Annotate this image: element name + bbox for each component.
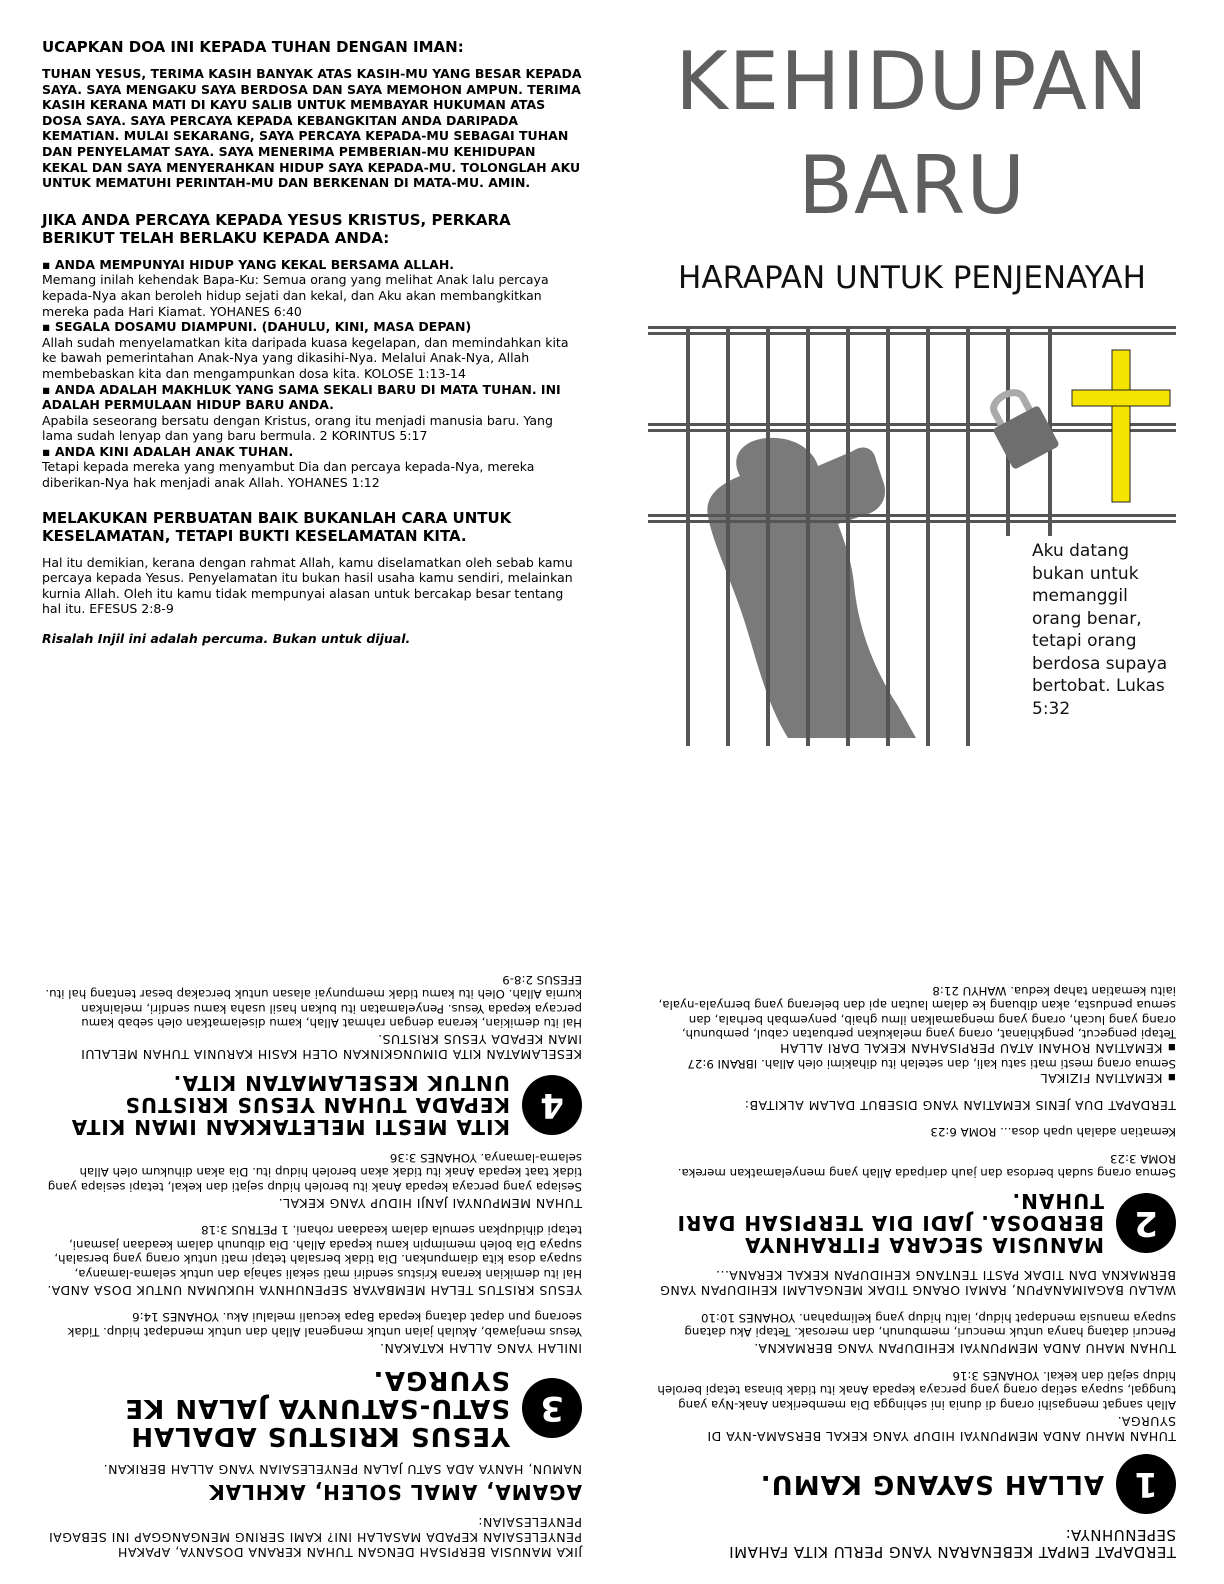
solution-end: NAMUN, HANYA ADA SATU JALAN PENYELESAIAN YANG ALLAH BERIKAN.: [103, 1462, 582, 1477]
footer-note: Risalah Injil ini adalah percuma. Bukan untuk dijual.: [42, 631, 411, 647]
s2-text: Semua orang sudah berdosa dan jauh daripada Allah yang menyelamatkan mereka. ROMA 3:23: [677, 1152, 1176, 1181]
benefits-list: [42, 257, 582, 491]
s1-caption: TUHAN MAHU ANDA MEMPUNYAI HIDUP YANG KEKAL BERSAMA-NYA DI SYURGA.: [706, 1414, 1176, 1444]
panel-prayer: [42, 38, 582, 646]
section-3-header: [42, 1366, 582, 1450]
section-number-badge: 4: [522, 1076, 582, 1136]
s2-text-2: Kematian adalah upah dosa... ROMA 6:23: [930, 1125, 1176, 1140]
section-number-badge: 2: [1116, 1194, 1176, 1254]
s2-caption: TERDAPAT DUA JENIS KEMATIAN YANG DISEBUT DALAM ALKITAB:: [744, 1098, 1176, 1113]
works-text: Hal itu demikian, kerana dengan rahmat Allah, kamu diselamatkan oleh sebab kamu percaya kepada Yesus. Penyelamatan itu bukan hasil usaha kamu sendiri, melainkan kurnia Allah. Oleh itu kamu tidak mempunyai alasan untuk bercakap besar tentang hal itu. EFESUS 2:8-9: [42, 554, 573, 617]
s2-bullet-2-text: Tetapi pengecut, pengkhianat, orang yang melakukan perbuatan cabul, pembunuh, orang yang lucah, orang yang mengamalkan ilmu ghaib, penyembah berhala, dan semua pendusta, akan dibuang ke dalam lautan api dan belerang yang bernyala-nyala, iaitu kematian tahap kedua. WAHYU 21:8: [658, 984, 1176, 1042]
benefit-body: Apabila seseorang bersatu dengan Kristus, orang itu menjadi manusia baru. Yang lama sudah lenyap dan yang baru bermula. 2 KORINTUS 5:17: [42, 412, 553, 444]
solution-options: AGAMA, AMAL SOLEH, AKHLAK: [208, 1480, 582, 1504]
s1-text-2: Pencuri datang hanya untuk mencuri, membunuh, dan merosak. Tetapi Aku datang supaya manusia mendapat hidup, iaitu hidup yang kelimpahan. YOHANES 10:10: [684, 1311, 1176, 1340]
believe-heading: JIKA ANDA PERCAYA KEPADA YESUS KRISTUS, PERKARA BERIKUT TELAH BERLAKU KEPADA ANDA:: [42, 210, 511, 247]
section-3-title: YESUS KRISTUS ADALAH SATU-SATUNYA JALAN KE SYURGA.: [124, 1365, 510, 1451]
prisoner-silhouette: [707, 438, 916, 738]
s2-bullet-1-text: Semua orang mesti mati satu kali, dan setelah itu dihakimi oleh Allah. IBRANI 9:27: [687, 1057, 1176, 1071]
prayer-text: TUHAN YESUS, TERIMA KASIH BANYAK ATAS KASIH-MU YANG BESAR KEPADA SAYA. SAYA MENGAKU SAYA BERDOSA DAN SAYA MEMOHON AMPUN. TERIMA KASIH KERANA MATI DI KAYU SALIB UNTUK MEMBAYAR HUKUMAN ATAS DOSA SAYA. SAYA PERCAYA KEPADA KEBANGKITAN ANDA DARIPADA KEMATIAN. MULAI SEKARANG, SAYA PERCAYA KEPADA-MU SEBAGAI TUHAN DAN PENYELAMAT SAYA. SAYA MENERIMA PEMBERIAN-MU KEHIDUPAN KEKAL DAN SAYA MENYERAHKAN HIDUP SAYA KEPADA-MU. TOLONGLAH AKU UNTUK MEMATUHI PERINTAH-MU DAN BERKENAN DI MATA-MU. AMIN.: [42, 66, 582, 191]
benefit-head: ▪ ANDA KINI ADALAH ANAK TUHAN.: [42, 443, 294, 459]
panel-truths-1-2: [648, 800, 1176, 1560]
s4-text: Hal itu demikian, kerana dengan rahmat Allah, kamu diselamatkan oleh sebab kamu percaya kepada Yesus. Penyelamatan itu bukan hasil usaha kamu sendiri, melainkan kurnia Allah. Oleh itu kamu tidak mempunyai alasan untuk bercakap besar tentang hal itu. EFESUS 2:8-9: [45, 973, 582, 1031]
benefit-head: ▪ SEGALA DOSAMU DIAMPUNI. (DAHULU, KINI, MASA DEPAN): [42, 319, 472, 335]
solution-intro: JIKA MANUSIA BERPISAH DENGAN TUHAN KERANA DOSANYA, APAKAH PENYELESAIAN KEPADA MASALAH INI? KAMI SERING MENGANGGAP INI SEBAGAI PENYELESAIAN:: [48, 1515, 582, 1560]
section-number-badge: 3: [522, 1378, 582, 1438]
benefit-body: Memang inilah kehendak Bapa-Ku: Semua orang yang melihat Anak lalu percaya kepada-Nya akan beroleh hidup sejati dan kekal, dan Aku akan membangkitkan mereka pada Hari Kiamat. YOHANES 6:40: [42, 272, 549, 319]
s3-caption-2: YESUS KRISTUS TELAH MEMBAYAR SEPENUHNYA HUKUMAN UNTUK DOSA ANDA.: [46, 1283, 582, 1298]
prison-illustration: [648, 326, 1176, 746]
s3-text-3: Sesiapa yang percaya kepada Anak itu beroleh hidup sejati dan kekal, tetapi sesiapa yang tidak taat kepada Anak itu tidak akan beroleh hidup itu. Dia akan dihukum oleh Allah selama-lamanya. YOHANES 3:36: [47, 1151, 582, 1194]
section-1-header: [648, 1454, 1176, 1514]
section-2-title: MANUSIA SECARA FITRAHNYA BERDOSA. JADI DIA TERPISAH DARI TUHAN.: [676, 1189, 1104, 1258]
cover-quote: Aku datang bukan untuk memanggil orang benar, tetapi orang berdosa supaya bertobat. Lukas 5:32: [1032, 541, 1168, 719]
works-heading: MELAKUKAN PERBUATAN BAIK BUKANLAH CARA UNTUK KESELAMATAN, TETAPI BUKTI KESELAMATAN KITA.: [42, 508, 512, 545]
prayer-heading: UCAPKAN DOA INI KEPADA TUHAN DENGAN IMAN:: [42, 38, 464, 56]
s1-caption-2: TUHAN MAHU ANDA MEMPUNYAI KEHIDUPAN YANG BERMAKNA.: [753, 1341, 1176, 1357]
cover-title-line1: KEHIDUPAN: [675, 35, 1149, 128]
section-4-title: KITA MESTI MELETAKKAN IMAN KITA KEPADA TUHAN YESUS KRISTUS UNTUK KESELAMATAN KITA.: [70, 1071, 510, 1140]
section-number-badge: 1: [1116, 1454, 1176, 1514]
cover-subtitle: HARAPAN UNTUK PENJENAYAH: [678, 260, 1146, 296]
panel-cover: [648, 30, 1176, 746]
section-1-title: ALLAH SAYANG KAMU.: [759, 1469, 1104, 1499]
benefit-head: ▪ ANDA ADALAH MAKHLUK YANG SAMA SEKALI BARU DI MATA TUHAN. INI ADALAH PERMULAAN HIDUP BARU ANDA.: [42, 381, 561, 413]
s4-caption: KESELAMATAN KITA DIMUNGKINKAN OLEH KASIH KARUNIA TUHAN MELALUI IMAN KEPADA YESUS KRISTUS.: [80, 1032, 582, 1063]
section-2-header: [648, 1191, 1176, 1257]
s3-caption: INILAH YANG ALLAH KATAKAN.: [379, 1341, 582, 1356]
panel-truths-3-4: [42, 800, 582, 1560]
s2-bullet-2: ▪ KEMATIAN ROHANI ATAU PERPISAHAN KEKAL DARI ALLAH: [779, 1041, 1176, 1057]
benefit-body: Allah sudah menyelamatkan kita daripada kuasa kegelapan, dan memindahkan kita ke bawah pemerintahan Anak-Nya yang dikasihi-Nya. Melalui Anak-Nya, Allah membebaskan kita dan mengampunkan dosa kita. KOLOSE 1:13-14: [42, 334, 569, 381]
s3-caption-3: TUHAN MEMPUNYAI JANJI HIDUP YANG KEKAL.: [278, 1196, 582, 1211]
s3-text: Yesus menjawab, Akulah jalan untuk mengenal Allah dan untuk mendapat hidup. Tidak seorang pun dapat datang kepada Bapa kecuali melalui Aku. YOHANES 14:6: [67, 1310, 582, 1339]
s2-bullet-1: ▪ KEMATIAN FIZIKAL: [1040, 1071, 1176, 1086]
s3-text-2: Hal itu demikian kerana Kristus sendiri mati sekali sahaja dan untuk selama-lamanya, supaya dosa kita diampunkan. Dia tidak bersalah tetapi mati untuk orang yang bersalah, supaya Dia boleh memimpin kamu kepada Allah. Dia dibunuh dalam keadaan jasmani, tetapi dihidupkan semula dalam keadaan rohani. 1 PETRUS 3:18: [54, 1223, 582, 1281]
benefit-head: ▪ ANDA MEMPUNYAI HIDUP YANG KEKAL BERSAMA ALLAH.: [42, 256, 455, 272]
cover-title-line2: BARU: [798, 139, 1026, 232]
s1-text: Allah sangat mengasihi orang di dunia ini sehingga Dia memberikan Anak-Nya yang tunggal, supaya setiap orang yang percaya kepada Anak itu tidak binasa tetapi beroleh hidup sejati dan kekal. YOHANES 3:16: [657, 1369, 1176, 1412]
s1-caption-3: WALAU BAGAIMANAPUN, RAMAI ORANG TIDAK MENGALAMI KEHIDUPAN YANG BERMAKNA DAN TIDAK PASTI TENTANG KEHIDUPAN KEKAL KERANA...: [659, 1268, 1176, 1299]
benefit-body: Tetapi kepada mereka yang menyambut Dia dan percaya kepada-Nya, mereka diberikan-Nya hak menjadi anak Allah. YOHANES 1:12: [42, 459, 535, 491]
section-4-header: [42, 1073, 582, 1139]
truths-intro: TERDAPAT EMPAT KEBENARAN YANG PERLU KITA FAHAMI SEPENUHNYA:: [728, 1526, 1176, 1561]
